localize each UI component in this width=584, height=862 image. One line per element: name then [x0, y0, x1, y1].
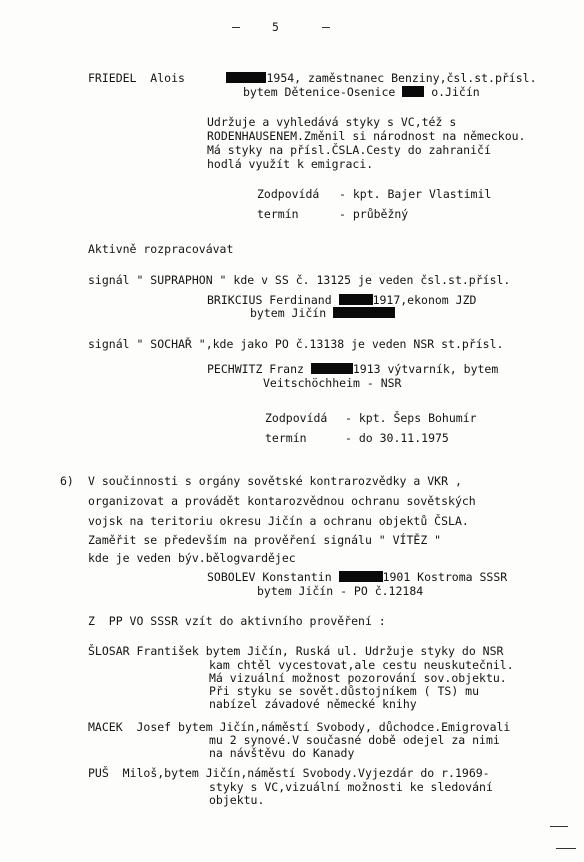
redaction-block — [339, 571, 383, 582]
redaction-block — [333, 307, 395, 318]
person-name: PUŠ — [88, 766, 109, 780]
page-number: 5 — [272, 20, 279, 34]
slosar-line-2: kam chtěl vycestovat,ale cestu neuskutečnil. — [209, 658, 514, 672]
redaction-block — [226, 72, 266, 83]
header-dash-right — [322, 27, 330, 28]
header-dash-left — [232, 27, 240, 28]
sochar-term-label: termín — [265, 431, 307, 445]
person-name: ŠLOSAR — [88, 644, 130, 658]
person-name: MACEK — [88, 720, 123, 734]
redaction-block — [339, 294, 373, 305]
sobolev-address: bytem Jičín - PO č.12184 — [257, 584, 424, 598]
friedel-term-value: - průběžný — [339, 207, 409, 221]
friedel-para-1: Udržuje a vyhledává styky s VC,též s — [207, 115, 457, 129]
pechwitz-line: PECHWITZ Franz 1913 výtvarník, bytem — [207, 362, 499, 376]
signal-supraphon-line: signál " SUPRAPHON " kde v SS č. 13125 je veden čsl.st.přísl. — [88, 273, 511, 287]
macek-line-3: na návštěvu do Kanady — [209, 746, 355, 760]
macek-line-1: MACEK Josef bytem Jičín,náměstí Svobody, důchodce.Emigrovali — [88, 720, 511, 734]
item-6-line-2: organizovat a provádět kontarozvědnou ochranu sovětských — [88, 494, 476, 508]
item-6-number: 6) — [60, 474, 74, 488]
margin-mark — [550, 826, 568, 827]
friedel-para-4: hodlá využít k emigraci. — [207, 157, 374, 171]
friedel-line-2: bytem Dětenice-Osenice o.Jičín — [243, 85, 480, 99]
sochar-resp-value: - kpt. Šeps Bohumír — [345, 411, 477, 425]
friedel-para-2: RODENHAUSENEM.Změnil si národnost na německou. — [207, 129, 526, 143]
friedel-resp-value: - kpt. Bajer Vlastimil — [339, 187, 492, 201]
item-6-line-5: kde je veden býv.bělogvarděјec — [88, 551, 296, 565]
pus-line-3: objektu. — [209, 793, 265, 807]
sobolev-line: SOBOLEV Konstantin 1901 Kostroma SSSR — [207, 570, 508, 584]
friedel-name: FRIEDEL Alois — [88, 71, 185, 85]
aktivne-heading: Aktivně rozpracovávat — [88, 242, 234, 256]
slosar-line-5: nabízel závadové německé knihy — [209, 697, 417, 711]
slosar-line-1: ŠLOSAR František bytem Jičín, Ruská ul. Udržuje styky do NSR — [88, 644, 504, 658]
redaction-block — [402, 86, 424, 97]
friedel-para-3: Má styky na přísl.ČSLA.Cesty do zahraničí — [207, 143, 491, 157]
item-6-line-3: vojsk na teritoriu okresu Jičín a ochranu objektů ČSLA. — [88, 514, 469, 528]
brikcius-address: bytem Jičín — [250, 306, 395, 320]
macek-line-2: mu 2 synové.V současné době odejel za nimi — [209, 733, 500, 747]
brikcius-line: BRIKCIUS Ferdinand 1917,ekonom JZD — [207, 293, 477, 307]
friedel-line-1: FRIEDEL Alois 1954, zaměstnanec Benziny,čsl.st.přísl. — [88, 71, 537, 85]
friedel-resp-label: Zodpovídá — [257, 187, 320, 201]
sochar-term-value: - do 30.11.1975 — [345, 431, 449, 445]
pechwitz-address: Veitschöchheim - NSR — [263, 376, 402, 390]
signal-sochar-line: signál " SOCHAŘ ",kde jako PO č.13138 je veden NSR st.přísl. — [88, 337, 504, 351]
item-6-line-1: V součinnosti s orgány sovětské kontrarozvědky a VKR , — [88, 474, 462, 488]
pp-line: Z PP VO SSSR vzít do aktivního prověření : — [88, 614, 386, 628]
item-6-line-4: Zaměřit se především na prověření signálu " VÍTĚZ " — [88, 533, 442, 547]
margin-mark — [556, 848, 576, 849]
sochar-resp-label: Zodpovídá — [265, 411, 328, 425]
friedel-term-label: termín — [257, 207, 299, 221]
pus-line-2: styky s VC,vizuální možnosti ke sledování — [209, 780, 493, 794]
pus-line-1: PUŠ Miloš,bytem Jičín,náměstí Svobody.Vyjezdár do r.1969- — [88, 766, 490, 780]
slosar-line-3: Má vizuální možnost pozorování sov.objektu. — [209, 671, 507, 685]
slosar-line-4: Při styku se sovět.důstojníkem ( TS) mu — [209, 684, 480, 698]
redaction-block — [311, 363, 353, 374]
